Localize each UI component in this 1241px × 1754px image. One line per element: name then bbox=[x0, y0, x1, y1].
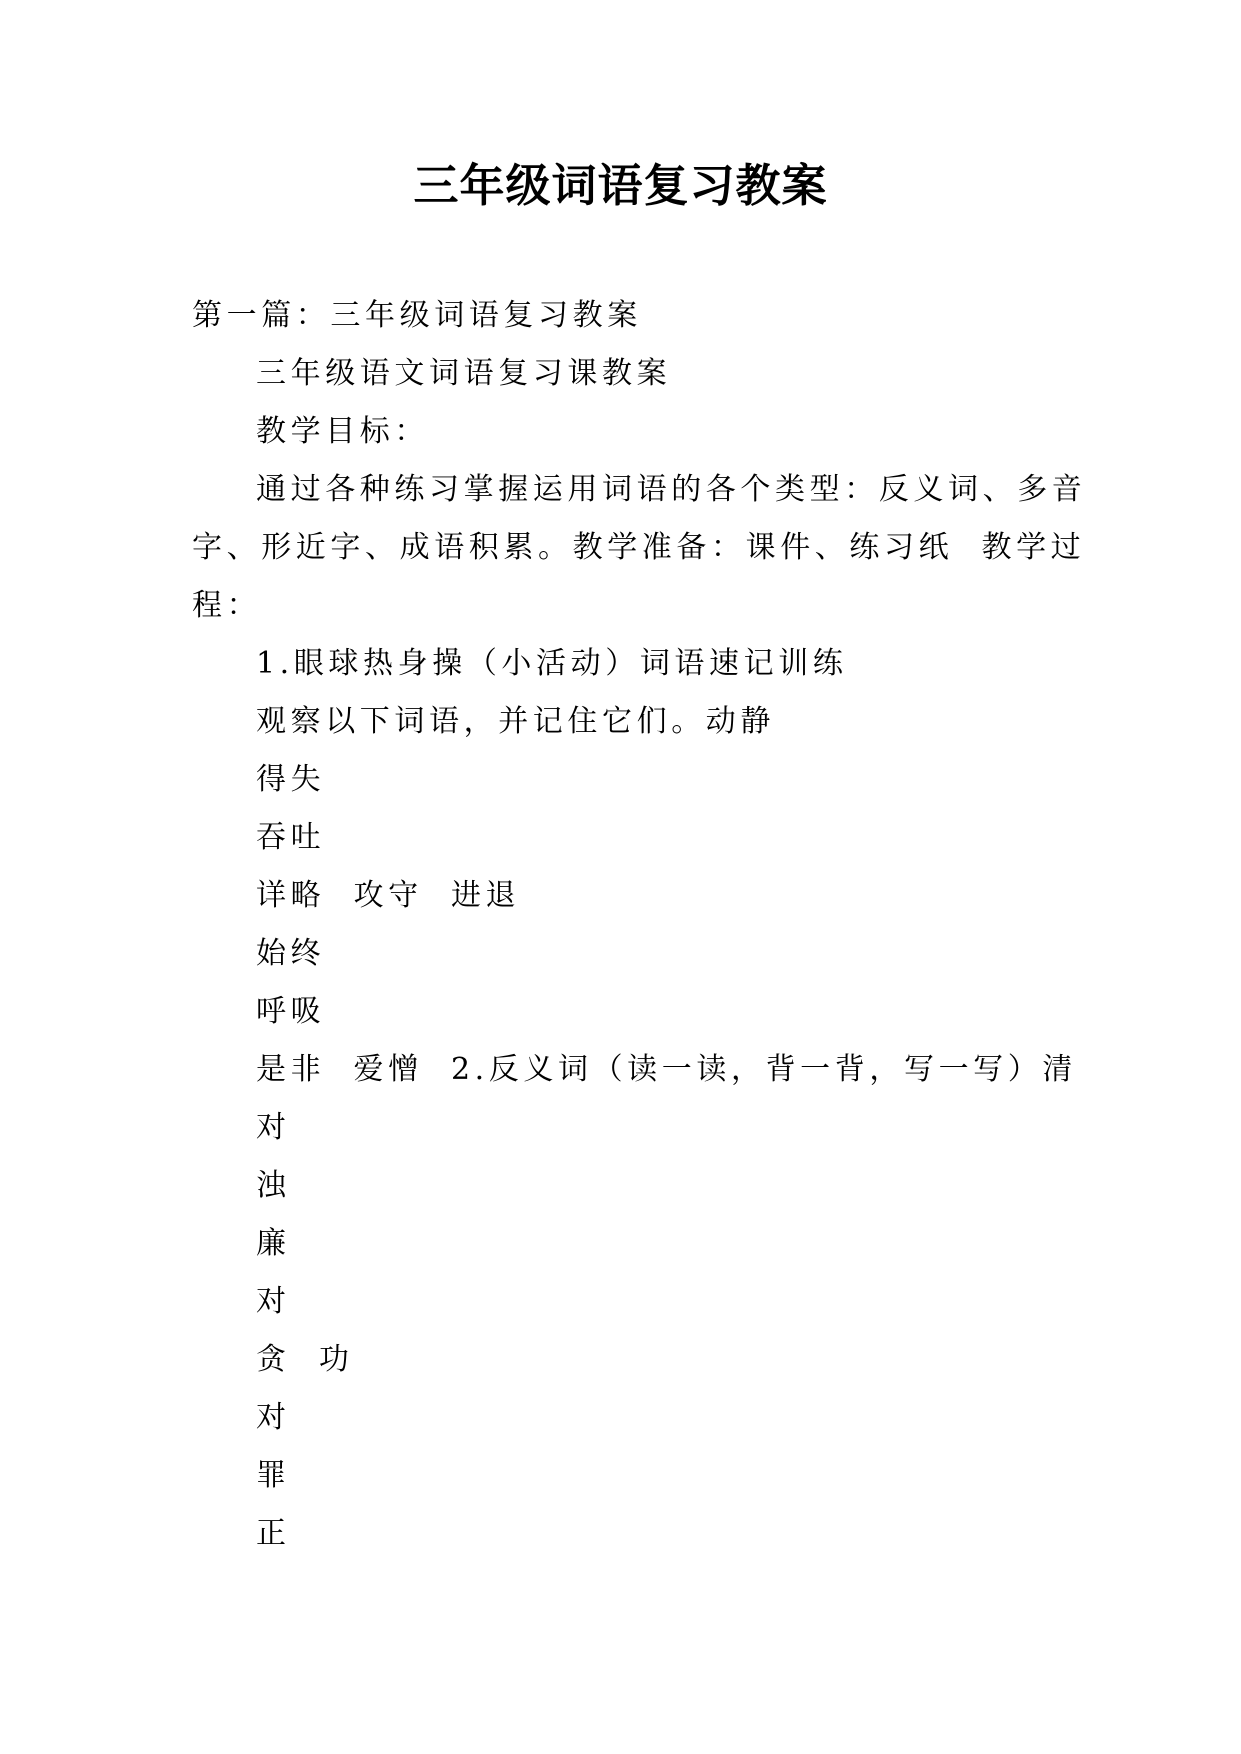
word-pair: 得失 bbox=[256, 762, 326, 797]
word-line: 罪 bbox=[256, 1458, 291, 1493]
word-pair: 始终 bbox=[256, 936, 326, 971]
word-line: 对 bbox=[256, 1110, 291, 1145]
word-line: 浊 bbox=[256, 1168, 291, 1203]
paragraph-line: 字、形近字、成语积累。教学准备：课件、练习纸 教学过 bbox=[192, 530, 1086, 565]
objectives-heading: 教学目标： bbox=[256, 414, 429, 449]
word-line: 廉 bbox=[256, 1226, 291, 1261]
word-pair: 吞吐 bbox=[256, 820, 326, 855]
word-pair: 详略 攻守 进退 bbox=[256, 878, 521, 913]
paragraph-line: 通过各种练习掌握运用词语的各个类型：反义词、多音 bbox=[256, 472, 1087, 507]
word-line: 正 bbox=[256, 1516, 291, 1551]
document-title: 三年级词语复习教案 bbox=[413, 159, 828, 212]
lesson-title: 三年级语文词语复习课教案 bbox=[256, 356, 672, 391]
list-item: 1.眼球热身操（小活动）词语速记训练 bbox=[256, 646, 848, 681]
paragraph-line: 程： bbox=[192, 588, 262, 623]
paragraph-line: 观察以下词语，并记住它们。动静 bbox=[256, 704, 775, 739]
word-line: 对 bbox=[256, 1400, 291, 1435]
paragraph-line: 是非 爱憎 2.反义词（读一读，背一背，写一写）清 bbox=[256, 1052, 1077, 1087]
word-line: 对 bbox=[256, 1284, 291, 1319]
word-line: 贪 功 bbox=[256, 1342, 354, 1377]
section-heading: 第一篇：三年级词语复习教案 bbox=[192, 298, 642, 333]
word-pair: 呼吸 bbox=[256, 994, 326, 1029]
